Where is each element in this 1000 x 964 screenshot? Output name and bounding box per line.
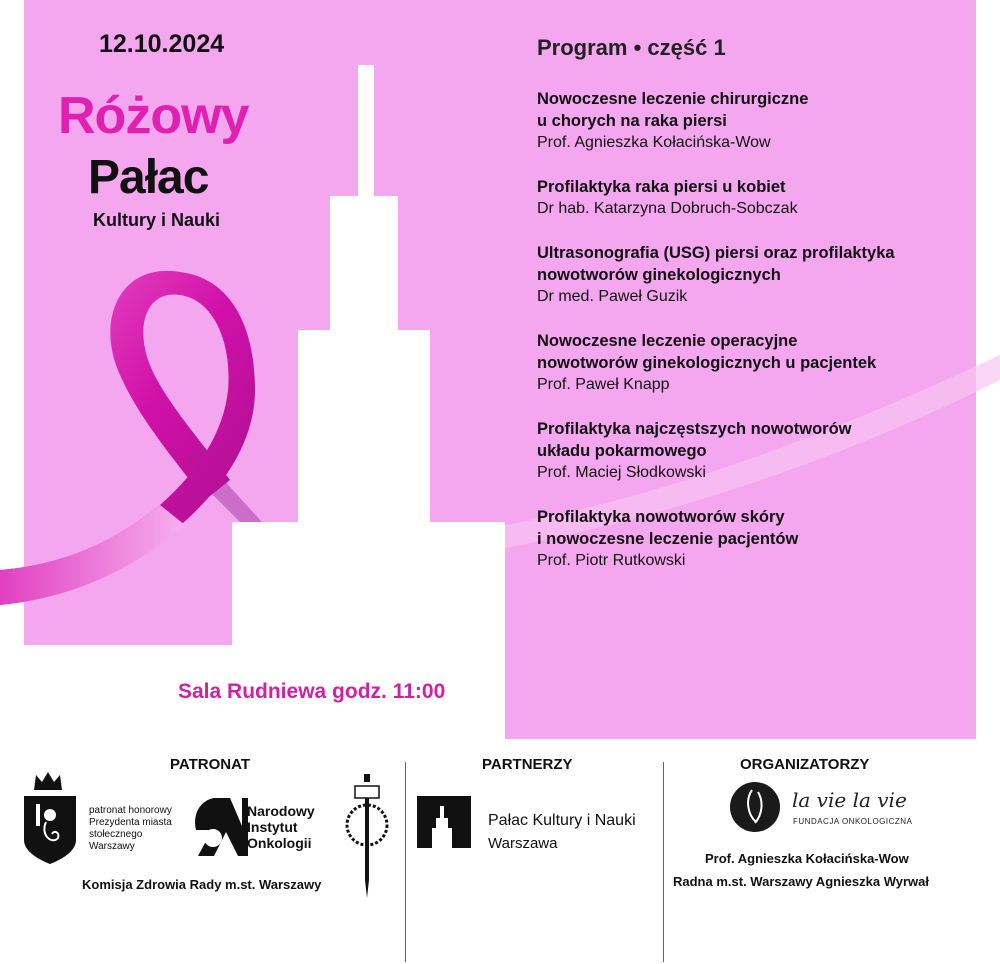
partnerzy-heading: PARTNERZY: [482, 756, 573, 773]
organizatorzy-heading: ORGANIZATORZY: [740, 756, 870, 773]
title-kultury-i-nauki: Kultury i Nauki: [93, 210, 221, 230]
nio-name-line: Narodowy: [247, 803, 315, 819]
pkin-name: Pałac Kultury i Nauki: [488, 812, 636, 829]
pkin-city: Warszawa: [488, 835, 558, 852]
program-item-title: nowotworów ginekologicznych u pacjentek: [537, 354, 877, 372]
patronat-honorary-text: stołecznego: [89, 829, 143, 840]
program-item-title: i nowoczesne leczenie pacjentów: [537, 530, 799, 548]
program-item-speaker: Prof. Paweł Knapp: [537, 376, 670, 393]
organizer-name: Radna m.st. Warszawy Agnieszka Wyrwał: [673, 874, 929, 889]
patronat-honorary-text: patronat honorowy: [89, 805, 172, 816]
program-item-title: Nowoczesne leczenie chirurgiczne: [537, 90, 809, 108]
organizer-name: Prof. Agnieszka Kołacińska-Wow: [705, 851, 909, 866]
nio-name-line: Instytut: [247, 819, 298, 835]
program-heading: Program • część 1: [537, 35, 726, 60]
program-item-title: Profilaktyka raka piersi u kobiet: [537, 178, 786, 196]
event-date: 12.10.2024: [99, 30, 225, 58]
nio-name-line: Onkologii: [247, 835, 312, 851]
program-item-speaker: Dr hab. Katarzyna Dobruch-Sobczak: [537, 200, 798, 217]
patronat-honorary-text: Prezydenta miasta: [89, 817, 172, 828]
program-item-speaker: Prof. Agnieszka Kołacińska-Wow: [537, 134, 771, 151]
patronat-heading: PATRONAT: [170, 756, 250, 773]
program-item-speaker: Dr med. Paweł Guzik: [537, 288, 688, 305]
program-item-title: układu pokarmowego: [537, 442, 707, 460]
program-item-title: Nowoczesne leczenie operacyjne: [537, 332, 798, 350]
la-vie-la-vie-logo-subtitle: FUNDACJA ONKOLOGICZNA: [793, 817, 913, 826]
program-item-title: u chorych na raka piersi: [537, 112, 727, 130]
program-item-title: nowotworów ginekologicznych: [537, 266, 781, 284]
program-item-title: Profilaktyka nowotworów skóry: [537, 508, 785, 526]
la-vie-la-vie-logo-text: la vie la vie: [792, 788, 907, 812]
venue-time: Sala Rudniewa godz. 11:00: [178, 680, 446, 703]
title-palac: Pałac: [88, 151, 209, 204]
program-item-speaker: Prof. Maciej Słodkowski: [537, 464, 706, 481]
title-rozowy: Różowy: [58, 87, 249, 145]
program-item-title: Profilaktyka najczęstszych nowotworów: [537, 420, 852, 438]
program-item-title: Ultrasonografia (USG) piersi oraz profilaktyka: [537, 244, 895, 262]
program-item-speaker: Prof. Piotr Rutkowski: [537, 552, 686, 569]
komisja-text: Komisja Zdrowia Rady m.st. Warszawy: [82, 877, 322, 892]
patronat-honorary-text: Warszawy: [89, 841, 135, 852]
